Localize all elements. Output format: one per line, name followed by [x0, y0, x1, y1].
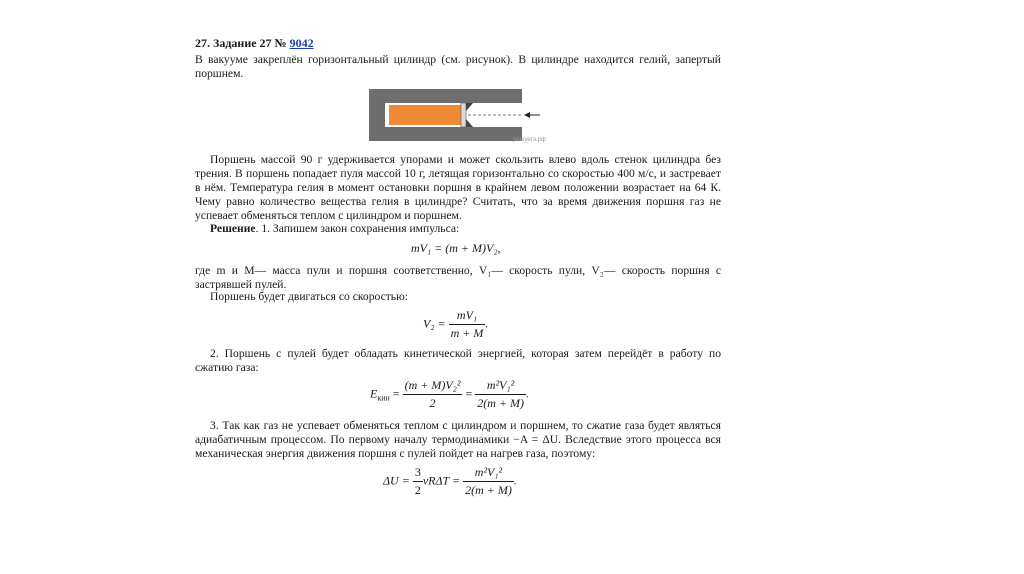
piston: [461, 103, 466, 127]
figure-watermark: решуегэ.рф: [513, 137, 546, 143]
eq2-tail: .: [485, 316, 489, 331]
eq4-frac2-num: m²V₁²: [463, 465, 514, 482]
solution-step3: 3. Так как газ не успевает обменяться теплом с цилиндром и поршнем, то сжатие газа будет являться адиабатичным процессом. По первому началу термодинамики −A = ΔU. Вследствие этого процесса вся механическая энергия движения поршня с пулей пойдет на нагрев газа, поэтому:: [195, 419, 721, 460]
eq4-fraction2: [463, 465, 514, 498]
eq3-frac1-num: (m + M)V₂²: [403, 378, 463, 395]
helium-gas: [389, 105, 461, 125]
eq3-lhs-sub: кин: [377, 393, 390, 403]
task-header: [195, 36, 314, 51]
eq4-tail: .: [513, 473, 517, 488]
eq3-frac2-num: m²V₁²: [475, 378, 526, 395]
eq3-frac2-den: 2(m + M): [477, 396, 524, 410]
eq3-lhs: E: [370, 386, 378, 401]
solution-step2: 2. Поршень с пулей будет обладать кинетической энергией, которая затем перейдёт в работу по сжатию газа:: [195, 347, 721, 374]
eq3-fraction1: [403, 378, 463, 411]
eq4-frac1-den: 2: [414, 483, 421, 497]
eq4-frac2-den: 2(m + M): [465, 483, 512, 497]
equation-internal-energy: [383, 465, 517, 498]
equation-kinetic: [370, 378, 529, 411]
eq4-lhs: ΔU =: [383, 473, 410, 488]
equation-speed: [423, 308, 488, 341]
task-header-prefix: 27. Задание 27 №: [195, 36, 290, 50]
where-text: где m и M— масса пули и поршня соответственно, V₁— скорость пули, V₂— скорость поршня с застрявшей пулей.: [195, 264, 721, 291]
eq3-frac1-den: 2: [429, 396, 436, 410]
eq3-eq2: =: [465, 386, 473, 401]
eq3-eq: =: [392, 386, 400, 401]
speed-text: Поршень будет двигаться со скоростью:: [210, 290, 408, 303]
solution-step1: [210, 222, 459, 236]
eq4-frac1-num: 3: [413, 465, 423, 482]
task-number-link[interactable]: 9042: [289, 36, 314, 50]
arrow-head-icon: [524, 112, 530, 118]
problem-text: Поршень массой 90 г удерживается упорами и может скользить влево вдоль стенок цилиндра без трения. В поршень попадает пуля массой 10 г, летящая горизонтально со скоростью 400 м/с, и застревает в нём. Температура гелия в момент остановки поршня в крайнем левом положении возрастает на 64 К. Чему равно количество вещества гелия в цилиндре? Считать, что за время движения поршня газ не успевает обменяться теплом с цилиндром и поршнем.: [195, 153, 721, 222]
solution-label: Решение: [210, 222, 256, 235]
eq4-mid: νRΔT =: [422, 473, 461, 488]
step1-text: . 1. Запишем закон сохранения импульса:: [255, 222, 460, 235]
eq2-fraction: [449, 308, 489, 341]
eq4-fraction1: [413, 465, 423, 498]
eq3-fraction2: [475, 378, 526, 411]
eq2-num: mV₁: [449, 308, 486, 325]
intro-text: В вакууме закреплён горизонтальный цилиндр (см. рисунок). В цилиндре находится гелий, запертый поршнем.: [195, 53, 721, 80]
equation-momentum: mV₁ = (m + M)V₂,: [411, 241, 501, 255]
eq3-tail: .: [525, 386, 529, 401]
eq2-lhs: V₂ =: [423, 316, 446, 331]
eq2-den: m + M: [450, 326, 484, 340]
